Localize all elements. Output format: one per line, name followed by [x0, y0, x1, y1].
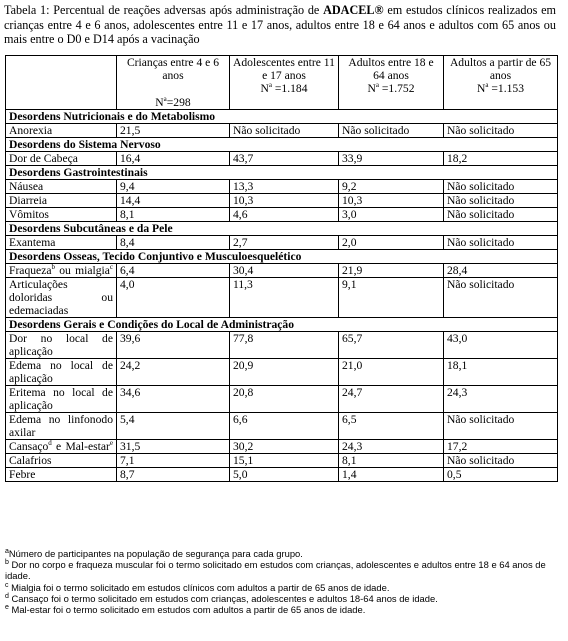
value-cell: 16,4: [117, 152, 230, 166]
value-cell: 24,3: [444, 386, 558, 413]
value-cell: 8,4: [117, 236, 230, 250]
table-body: [6, 110, 558, 482]
value-cell: Não solicitado: [444, 454, 558, 468]
header-n: $N^a =1.752$: [367, 81, 415, 95]
value-cell: Não solicitado: [444, 194, 558, 208]
section-row: [6, 222, 558, 236]
row-label: Edema no linfonodo axilar: [6, 413, 117, 440]
value-cell: 3,0: [339, 208, 444, 222]
table-row: [6, 278, 558, 318]
value-cell: Não solicitado: [444, 236, 558, 250]
row-label: Fraqueza$^b$ ou mialgia$^c$: [6, 264, 117, 278]
header-label: Crianças entre 4 e 6 anos: [126, 56, 220, 82]
value-cell: 20,8: [230, 386, 339, 413]
value-cell: 21,9: [339, 264, 444, 278]
footnote: $^c$ Mialgia foi o termo solicitado em estudos clínicos com adultos a partir de 65 anos de idade.: [5, 581, 390, 593]
table-row: [6, 454, 558, 468]
table-row: [6, 440, 558, 454]
value-cell: Não solicitado: [444, 278, 558, 318]
value-cell: 2,0: [339, 236, 444, 250]
value-cell: 18,2: [444, 152, 558, 166]
value-cell: 8,1: [117, 208, 230, 222]
value-cell: 8,1: [339, 454, 444, 468]
section-title: Desordens do Sistema Nervoso: [6, 138, 558, 152]
header-n: $N^a =1.184$: [260, 81, 308, 95]
table-caption: [4, 3, 556, 47]
value-cell: 6,4: [117, 264, 230, 278]
table-row: [6, 208, 558, 222]
header-row: [6, 56, 558, 110]
row-label: Articulações doloridas ou edemaciadas: [6, 278, 117, 318]
value-cell: 9,1: [339, 278, 444, 318]
header-children: [117, 56, 230, 110]
value-cell: 0,5: [444, 468, 558, 482]
value-cell: 30,4: [230, 264, 339, 278]
row-label: Dor no local de aplicação: [6, 332, 117, 359]
section-title: Desordens Osseas, Tecido Conjuntivo e Musculoesquelético: [6, 250, 558, 264]
header-n: $N^a=298$: [155, 95, 191, 109]
value-cell: 2,7: [230, 236, 339, 250]
table-row: [6, 359, 558, 386]
value-cell: 33,9: [339, 152, 444, 166]
footnotes: [5, 548, 560, 615]
value-cell: 21,0: [339, 359, 444, 386]
section-title: Desordens Nutricionais e do Metabolismo: [6, 110, 558, 124]
value-cell: 9,4: [117, 180, 230, 194]
value-cell: 5,4: [117, 413, 230, 440]
section-title: Desordens Gerais e Condições do Local de Administração: [6, 318, 558, 332]
row-label: Dor de Cabeça: [6, 152, 117, 166]
value-cell: Não solicitado: [444, 180, 558, 194]
table-row: [6, 468, 558, 482]
section-row: [6, 250, 558, 264]
value-cell: 34,6: [117, 386, 230, 413]
row-label: Diarreia: [6, 194, 117, 208]
value-cell: 28,4: [444, 264, 558, 278]
value-cell: 13,3: [230, 180, 339, 194]
value-cell: 7,1: [117, 454, 230, 468]
header-adults-18-64: [339, 56, 444, 110]
value-cell: Não solicitado: [230, 124, 339, 138]
section-title: Desordens Subcutâneas e da Pele: [6, 222, 558, 236]
value-cell: 30,2: [230, 440, 339, 454]
caption-prefix: Tabela 1: Percentual de reações adversas após administração de: [4, 3, 324, 17]
value-cell: Não solicitado: [444, 124, 558, 138]
header-n: $N^a =1.153$: [476, 81, 524, 95]
value-cell: 17,2: [444, 440, 558, 454]
value-cell: 77,8: [230, 332, 339, 359]
header-empty-cell: [6, 56, 117, 110]
value-cell: 43,7: [230, 152, 339, 166]
footnote: $^e$ Mal-estar foi o termo solicitado em estudos com adultos a partir de 65 anos de idade.: [5, 603, 366, 616]
value-cell: 4,6: [230, 208, 339, 222]
value-cell: 65,7: [339, 332, 444, 359]
row-label: Náusea: [6, 180, 117, 194]
value-cell: 39,6: [117, 332, 230, 359]
value-cell: 21,5: [117, 124, 230, 138]
table-row: [6, 264, 558, 278]
value-cell: 24,2: [117, 359, 230, 386]
adverse-reactions-table: [5, 55, 558, 482]
value-cell: 6,6: [230, 413, 339, 440]
section-title: Desordens Gastrointestinais: [6, 166, 558, 180]
value-cell: 14,4: [117, 194, 230, 208]
value-cell: 15,1: [230, 454, 339, 468]
value-cell: 5,0: [230, 468, 339, 482]
row-label: Exantema: [6, 236, 117, 250]
value-cell: 4,0: [117, 278, 230, 318]
footnote: $^b$ Dor no corpo e fraqueza muscular foi o termo solicitado em estudos com crianças, adolescentes e adultos entre 18 e 64 anos de idade.: [5, 559, 546, 582]
footnote: $^a$Número de participantes na população de segurança para cada grupo.: [5, 547, 303, 559]
table-row: [6, 236, 558, 250]
section-row: [6, 110, 558, 124]
table-row: [6, 413, 558, 440]
value-cell: 24,7: [339, 386, 444, 413]
value-cell: 9,2: [339, 180, 444, 194]
footnote: $^d$ Cansaço foi o termo solicitado em estudos com crianças, adolescentes e adultos 18-64 anos de idade.: [5, 592, 438, 604]
value-cell: 11,3: [230, 278, 339, 318]
value-cell: Não solicitado: [444, 208, 558, 222]
header-adolescents: [230, 56, 339, 110]
header-label: Adultos entre 18 e 64 anos: [348, 56, 434, 82]
row-label: Cansaço$^d$ e Mal-estar$^e$: [6, 440, 117, 454]
value-cell: Não solicitado: [444, 413, 558, 440]
section-row: [6, 318, 558, 332]
value-cell: 8,7: [117, 468, 230, 482]
header-label: Adultos a partir de 65 anos: [449, 56, 552, 82]
section-row: [6, 138, 558, 152]
product-name: ADACEL®: [323, 3, 384, 17]
table-row: [6, 386, 558, 413]
value-cell: 1,4: [339, 468, 444, 482]
table-row: [6, 124, 558, 138]
row-label: Eritema no local de aplicação: [6, 386, 117, 413]
row-label: Anorexia: [6, 124, 117, 138]
value-cell: 10,3: [230, 194, 339, 208]
table-row: [6, 194, 558, 208]
table-row: [6, 180, 558, 194]
value-cell: 43,0: [444, 332, 558, 359]
row-label: Calafrios: [6, 454, 117, 468]
row-label: Vômitos: [6, 208, 117, 222]
value-cell: 6,5: [339, 413, 444, 440]
row-label: Edema no local de aplicação: [6, 359, 117, 386]
value-cell: 24,3: [339, 440, 444, 454]
value-cell: 20,9: [230, 359, 339, 386]
row-label: Febre: [6, 468, 117, 482]
table-row: [6, 332, 558, 359]
value-cell: 31,5: [117, 440, 230, 454]
section-row: [6, 166, 558, 180]
header-label: Adolescentes entre 11 e 17 anos: [233, 56, 335, 82]
table-row: [6, 152, 558, 166]
value-cell: Não solicitado: [339, 124, 444, 138]
caption-suffix: em estudos clínicos realizados em crianças entre 4 e 6 anos, adolescentes entre 11 e 17 anos, adultos entre 18 e 64 anos e adultos com 65 anos ou mais entre o D0 e D14 após a vacinação: [4, 3, 556, 47]
value-cell: 18,1: [444, 359, 558, 386]
value-cell: 10,3: [339, 194, 444, 208]
header-adults-65: [444, 56, 558, 110]
